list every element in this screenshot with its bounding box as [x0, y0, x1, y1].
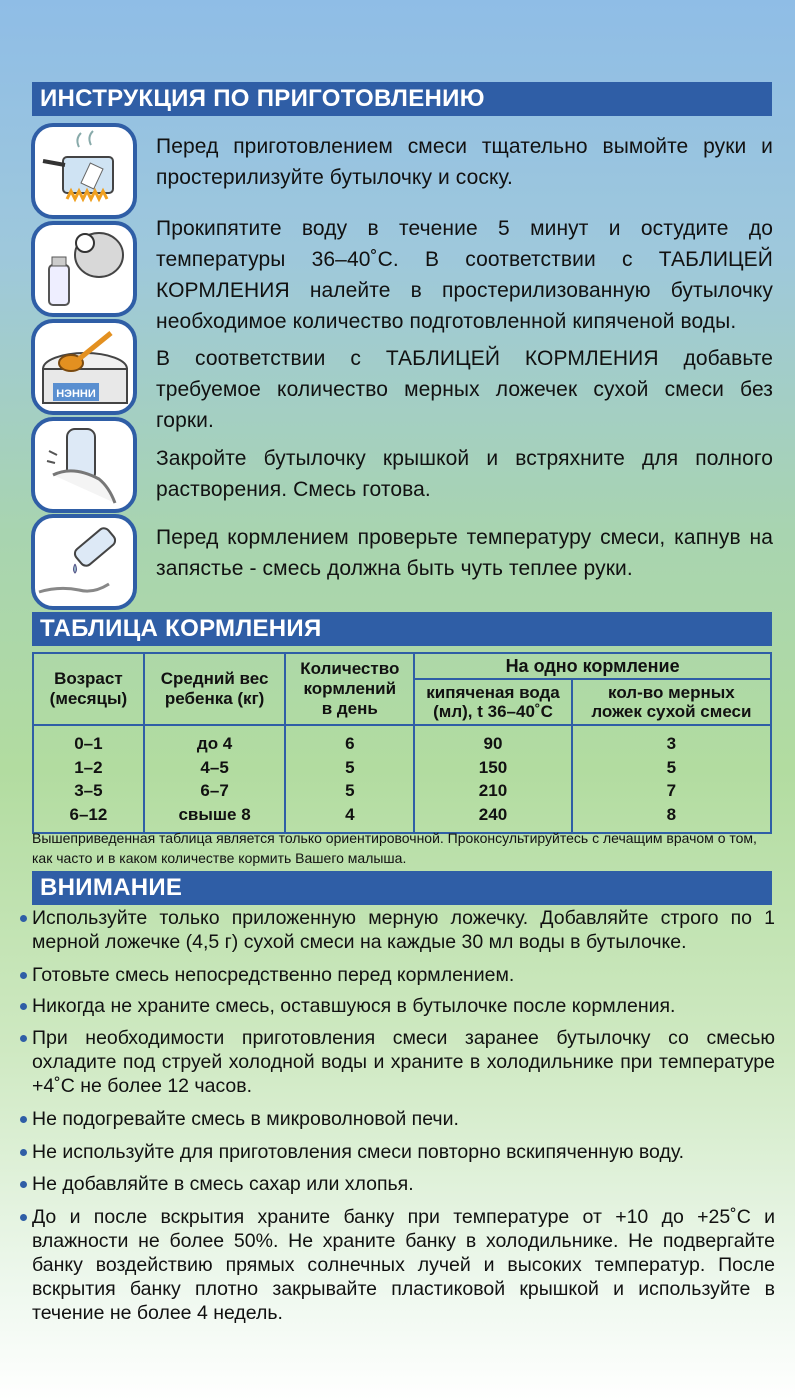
step-3-text: В соответствии с ТАБЛИЦЕЙ КОРМЛЕНИЯ добавьте требуемое количество мерных ложечек сухой смеси без горки. [156, 347, 773, 432]
attention-item: Никогда не храните смесь, оставшуюся в бутылочке после кормления. [18, 994, 775, 1018]
attention-item: При необходимости приготовления смеси заранее бутылочку со смесью охладите под струей холодной воды и храните в холодильнике при температуре +4˚С не более 12 часов. [18, 1026, 775, 1098]
table-cell: 5 [345, 781, 355, 800]
table-cell: 3 [666, 734, 677, 753]
col-header-weight: Средний вес ребенка (кг) [144, 653, 286, 725]
can-label: НЭННИ [56, 388, 96, 400]
table-note: Вышеприведенная таблица является только ориентировочной. Проконсультируйтесь с лечащим врачом о том, как часто и в каком количестве кормить Вашего малыша. [32, 830, 757, 866]
feeding-table [32, 652, 772, 834]
table-cell: 5 [345, 757, 355, 777]
step-5-text: Перед кормлением проверьте температуру смеси, капнув на запястье - смесь должна быть чуть теплее руки. [156, 526, 773, 580]
table-cell: до 4 [196, 734, 233, 753]
step-1-text: Перед приготовлением смеси тщательно вымойте руки и простерилизуйте бутылочку и соску. [156, 135, 773, 189]
col-header-water: кипяченая вода (мл), t 36–40˚С [414, 679, 572, 725]
step-2-text: Прокипятите воду в течение 5 минут и остудите до температуры 36–40˚С. В соответствии с ТАБЛИЦЕЙ КОРМЛЕНИЯ налейте в простерилизованную бутылочку необходимое количество подготовленной кипяченой воды. [156, 217, 773, 333]
spoons-column [572, 725, 771, 833]
can-scoop-icon [31, 319, 137, 415]
attention-item: До и после вскрытия храните банку при температуре от +10 до +25˚С и влажности не более 50%. Не храните банку в холодильнике. Не подвергайте банку воздействию прямых солнечных лучей и высоких температур. После вскрытия банку плотно закрывайте пластиковой крышкой и используйте в течение не более 4 недель. [18, 1205, 775, 1325]
attention-item: Не используйте для приготовления смеси повторно вскипяченную воду. [18, 1140, 775, 1164]
table-cell: свыше 8 [178, 804, 251, 824]
table-cell: 5 [666, 757, 677, 777]
water-column [414, 725, 572, 833]
step-4-text: Закройте бутылочку крышкой и встряхните для полного растворения. Смесь готова. [156, 447, 773, 501]
kettle-bottle-icon [31, 221, 137, 317]
table-cell: 7 [666, 781, 677, 800]
col-header-spoons: кол-во мерных ложек сухой смеси [572, 679, 771, 725]
feedings-column [285, 725, 414, 833]
col-header-per-feeding: На одно кормление [414, 653, 771, 679]
table-cell: 240 [478, 804, 508, 824]
table-cell: 210 [478, 781, 508, 800]
table-cell: 6–12 [69, 804, 108, 824]
shaking-bottle-icon [31, 417, 137, 513]
table-cell: 3–5 [74, 781, 103, 800]
weight-column [144, 725, 286, 833]
table-cell: 4–5 [200, 757, 229, 777]
pot-boiling-icon [31, 123, 137, 219]
table-cell: 6–7 [200, 781, 229, 800]
col-header-age: Возраст (месяцы) [33, 653, 144, 725]
attention-header: ВНИМАНИЕ [32, 871, 772, 905]
attention-item: Не добавляйте в смесь сахар или хлопья. [18, 1172, 775, 1196]
age-column [33, 725, 144, 833]
feeding-table-header: ТАБЛИЦА КОРМЛЕНИЯ [32, 612, 772, 646]
col-header-feedings: Количество кормлений в день [285, 653, 414, 725]
table-cell: 8 [666, 804, 677, 824]
table-cell: 4 [345, 804, 355, 824]
table-cell: 6 [345, 734, 355, 753]
instructions-header: ИНСТРУКЦИЯ ПО ПРИГОТОВЛЕНИЮ [32, 82, 772, 116]
attention-item: Готовьте смесь непосредственно перед кормлением. [18, 963, 775, 987]
table-cell: 0–1 [74, 734, 103, 753]
table-cell: 90 [483, 734, 503, 753]
attention-item: Используйте только приложенную мерную ложечку. Добавляйте строго по 1 мерной ложечке (4,5 г) сухой смеси на каждые 30 мл воды в бутылочке. [18, 906, 775, 954]
table-cell: 1–2 [74, 757, 103, 777]
drop-on-wrist-icon [31, 514, 137, 610]
attention-item: Не подогревайте смесь в микроволновой печи. [18, 1107, 775, 1131]
table-cell: 150 [478, 757, 508, 777]
